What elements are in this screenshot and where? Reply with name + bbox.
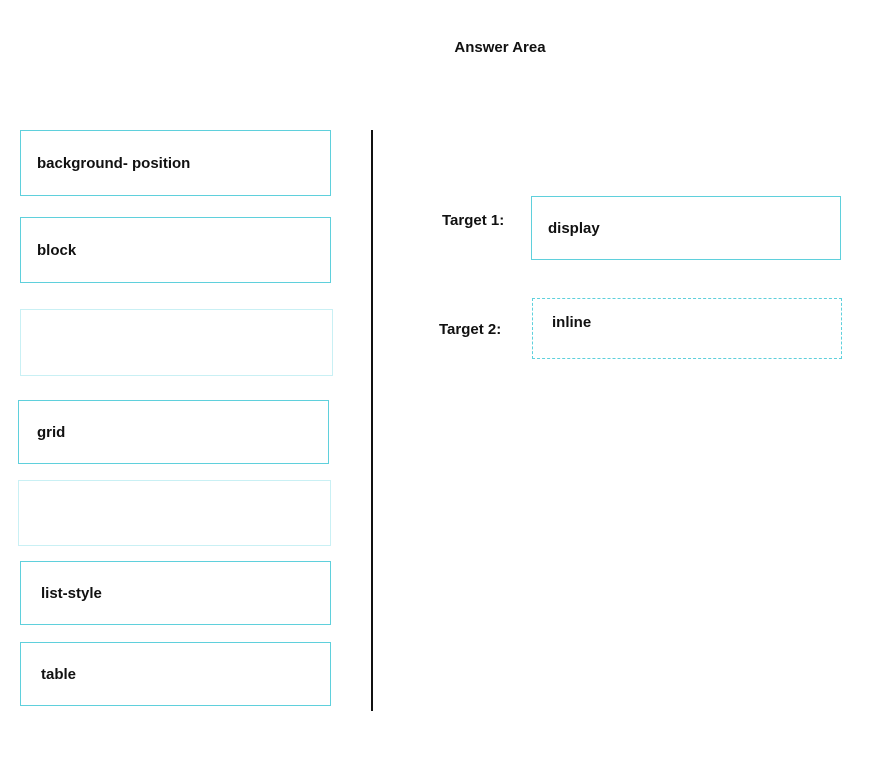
option-label: grid [37, 423, 66, 441]
target-1-value: display [548, 219, 600, 237]
target-2-value: inline [552, 314, 592, 331]
option-label: list-style [41, 584, 102, 602]
empty-option-slot[interactable] [18, 480, 331, 546]
option-table[interactable] [20, 642, 331, 706]
option-label: block [37, 241, 77, 259]
target-2-drop-zone[interactable] [532, 298, 842, 359]
column-divider [371, 130, 373, 711]
option-grid[interactable] [18, 400, 329, 464]
option-block[interactable] [20, 217, 331, 283]
option-label: table [41, 665, 77, 683]
option-background-position[interactable] [20, 130, 331, 196]
empty-option-slot[interactable] [20, 309, 333, 376]
target-2-label: Target 2: [439, 321, 502, 338]
option-label: background- position [37, 154, 191, 172]
answer-area-title: Answer Area [454, 39, 546, 56]
target-1-drop-zone[interactable] [531, 196, 841, 260]
option-list-style[interactable] [20, 561, 331, 625]
target-1-label: Target 1: [442, 212, 505, 229]
